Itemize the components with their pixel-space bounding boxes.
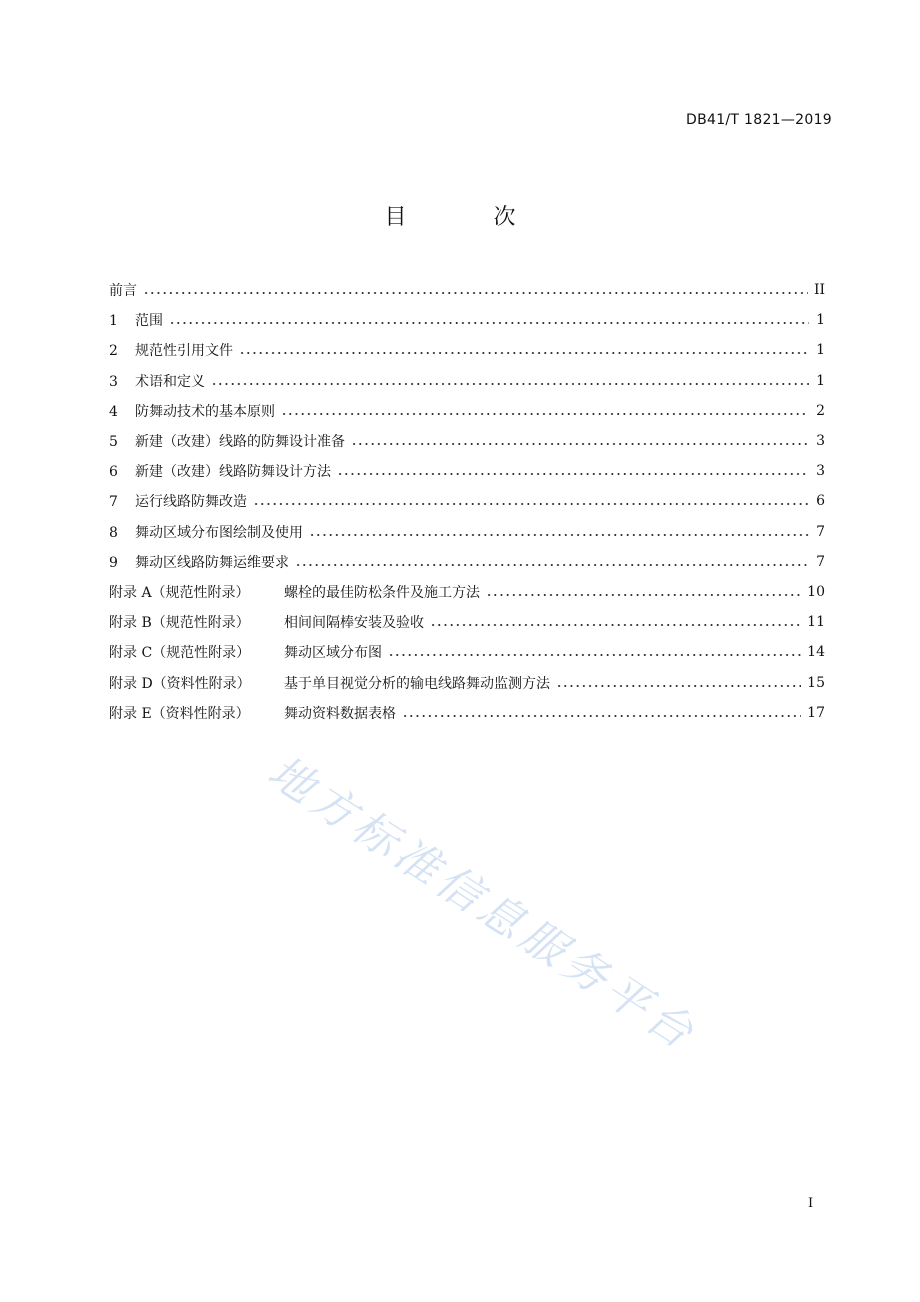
toc-entry-section-1[interactable] [109,305,825,335]
dot-leader [169,322,809,324]
dot-leader [337,473,809,475]
toc-entry-appendix-b[interactable] [109,607,825,637]
dot-leader [430,624,801,626]
section-number: 2 [109,343,118,360]
dot-leader [486,594,801,596]
toc-entry-section-8[interactable] [109,517,825,547]
appendix-prefix: 附录 B（规范性附录） [109,615,250,632]
dot-leader [143,292,808,294]
toc-entry-section-2[interactable] [109,335,825,365]
toc-entry-label: 附录 D（资料性附录） 基于单目视觉分析的输电线路舞动监测方法 [109,673,550,693]
toc-entry-section-3[interactable] [109,366,825,396]
toc-entry-label: 前言 [109,283,137,300]
dot-leader [295,564,809,566]
toc-page-number: 10 [807,583,825,600]
toc-entry-foreword[interactable] [109,275,825,305]
toc-page-number: 1 [816,372,825,389]
dot-leader [309,534,809,536]
toc-page-number: 6 [816,493,825,510]
toc-entry-section-6[interactable] [109,456,825,486]
appendix-prefix: 附录 D（资料性附录） [109,675,251,692]
toc-page-number: 1 [816,342,825,359]
dot-leader [281,413,809,415]
toc-entry-section-4[interactable] [109,396,825,426]
toc-entry-label: 附录 A（规范性附录） 螺栓的最佳防松条件及施工方法 [109,582,480,602]
toc-page-number: 7 [816,553,825,570]
dot-leader [253,503,809,505]
dot-leader [211,383,809,385]
table-of-contents [109,275,825,728]
toc-page-number: II [813,282,825,299]
toc-entry-label: 1 范围 [109,313,163,330]
appendix-prefix: 附录 A（规范性附录） [109,584,250,601]
dot-leader [556,685,801,687]
toc-page-number: 1 [816,312,825,329]
toc-entry-section-7[interactable] [109,486,825,516]
section-number: 1 [109,313,118,330]
toc-entry-appendix-e[interactable] [109,698,825,728]
toc-page-number: 2 [816,402,825,419]
section-number: 7 [109,494,118,511]
section-number: 5 [109,434,118,451]
section-number: 9 [109,554,118,571]
appendix-prefix: 附录 C（规范性附录） [109,645,251,662]
section-number: 3 [109,373,118,390]
watermark-text: 地方标准信息服务平台 [258,746,707,1062]
toc-entry-label: 6 新建（改建）线路防舞设计方法 [109,464,331,481]
toc-entry-section-5[interactable] [109,426,825,456]
dot-leader [402,715,801,717]
toc-entry-appendix-a[interactable] [109,577,825,607]
toc-page-number: 17 [807,704,825,721]
toc-page-number: 11 [807,614,825,631]
section-number: 8 [109,524,118,541]
toc-entry-label: 3 术语和定义 [109,373,205,390]
page-number: I [808,1196,814,1211]
toc-entry-label: 7 运行线路防舞改造 [109,494,247,511]
section-number: 4 [109,403,118,420]
toc-entry-label: 5 新建（改建）线路的防舞设计准备 [109,434,345,451]
dot-leader [239,352,809,354]
toc-page-number: 3 [816,433,825,450]
toc-page-number: 14 [807,644,825,661]
toc-entry-label: 附录 C（规范性附录） 舞动区域分布图 [109,642,382,662]
toc-entry-appendix-d[interactable] [109,667,825,697]
dot-leader [351,443,809,445]
page-title: 目 次 [384,205,556,230]
toc-entry-label: 9 舞动区线路防舞运维要求 [109,554,289,571]
dot-leader [388,654,801,656]
document-code: DB41/T 1821—2019 [686,112,832,128]
toc-entry-label: 2 规范性引用文件 [109,343,233,360]
toc-entry-label: 8 舞动区域分布图绘制及使用 [109,524,303,541]
appendix-prefix: 附录 E（资料性附录） [109,705,250,722]
toc-entry-label: 附录 E（资料性附录） 舞动资料数据表格 [109,703,396,723]
toc-page-number: 3 [816,463,825,480]
toc-entry-section-9[interactable] [109,547,825,577]
toc-entry-label: 附录 B（规范性附录） 相间间隔棒安装及验收 [109,612,424,632]
toc-entry-label: 4 防舞动技术的基本原则 [109,403,275,420]
toc-entry-appendix-c[interactable] [109,637,825,667]
toc-page-number: 15 [807,674,825,691]
toc-page-number: 7 [816,523,825,540]
section-number: 6 [109,464,118,481]
